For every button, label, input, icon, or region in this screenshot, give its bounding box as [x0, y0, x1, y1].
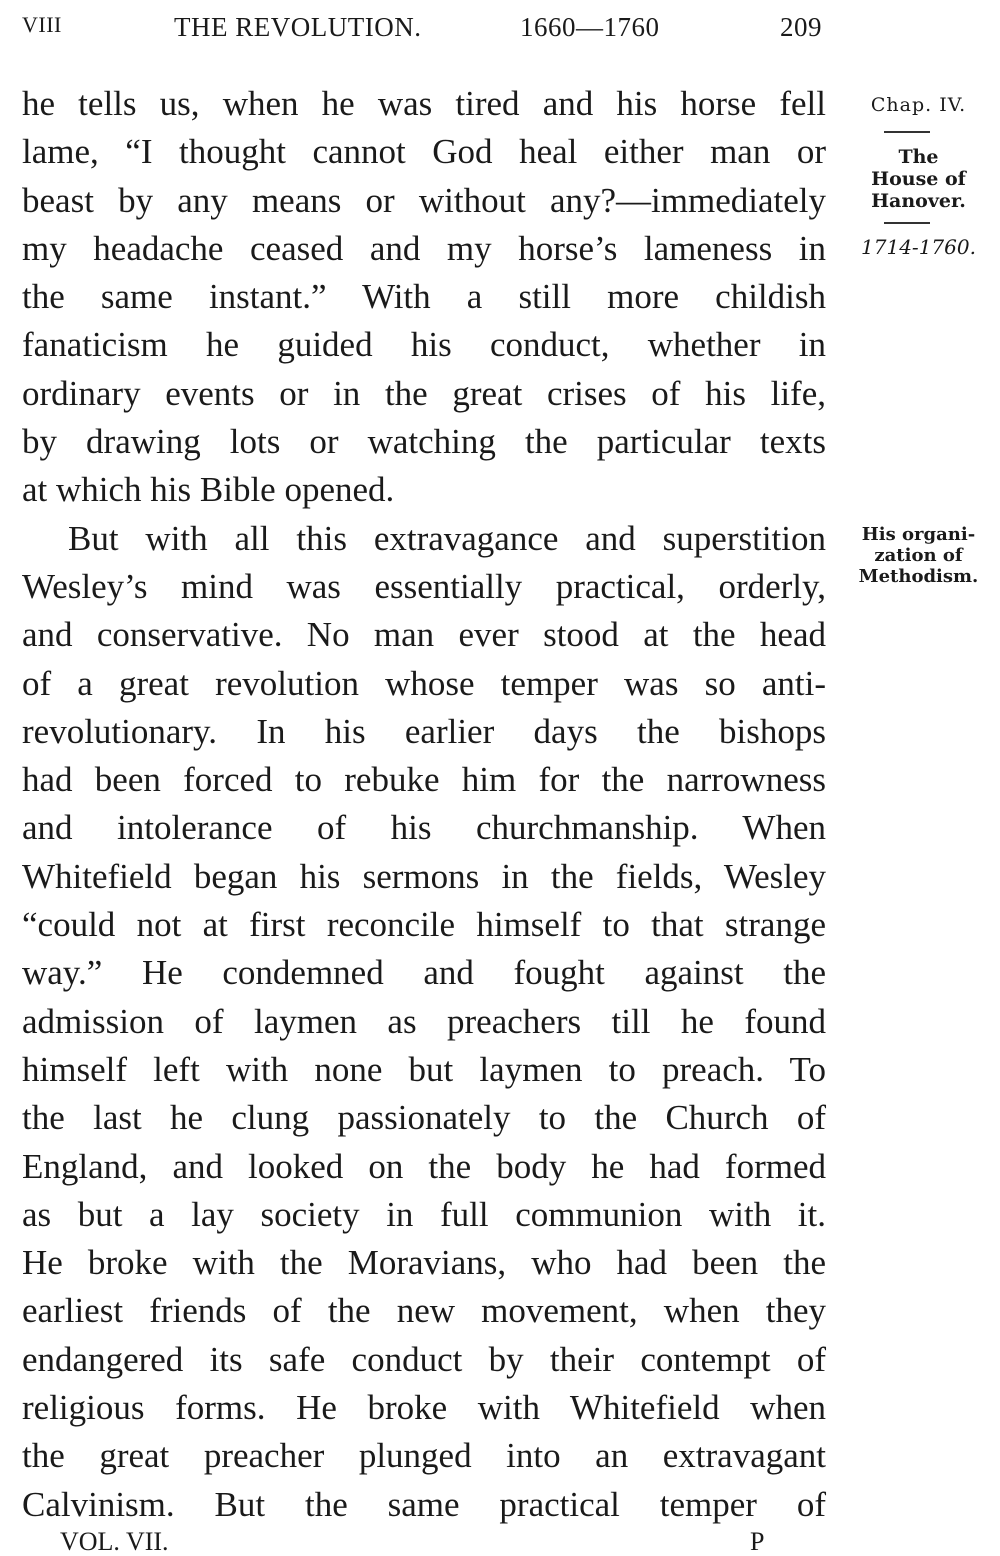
- text-line: earliest friends of the new movement, when they: [22, 1291, 826, 1331]
- header-years: 1660—1760: [520, 12, 660, 42]
- margin-chapter: Chap. IV.: [870, 94, 967, 116]
- margin-section-years: 1714-1760.: [861, 235, 976, 259]
- margin-section-line: The: [898, 146, 939, 168]
- text-line: of a great revolution whose temper was so anti-: [22, 663, 826, 703]
- footer-volume-signature: VOL. VII.: [60, 1527, 169, 1556]
- footer-sheet-signature: P: [750, 1527, 765, 1556]
- text-line: as but a lay society in full communion with it.: [22, 1194, 826, 1234]
- body-text: [22, 80, 826, 1529]
- text-line: “could not at first reconcile himself to that strange: [22, 905, 826, 945]
- margin-topic-line: Methodism.: [858, 566, 979, 587]
- text-line: he tells us, when he was tired and his horse fell: [22, 84, 826, 123]
- text-line: lame, “I thought cannot God heal either man or: [22, 132, 826, 172]
- text-line: fanaticism he guided his conduct, whether in: [22, 325, 826, 365]
- text-line: ordinary events or in the great crises of his life,: [22, 373, 826, 413]
- margin-topic-line: His organi-: [861, 524, 976, 545]
- text-line: had been forced to rebuke him for the narrowness: [22, 760, 826, 800]
- text-line: himself left with none but laymen to preach. To: [22, 1049, 826, 1089]
- text-line: revolutionary. In his earlier days the bishops: [22, 711, 826, 751]
- text-line: the same instant.” With a still more childish: [22, 277, 826, 317]
- page-footer: [60, 1527, 820, 1556]
- running-header: [22, 12, 830, 52]
- margin-divider: [884, 222, 930, 224]
- text-line: by drawing lots or watching the particular texts: [22, 422, 826, 462]
- text-line: way.” He condemned and fought against the: [22, 953, 826, 993]
- text-line: at which his Bible opened.: [22, 470, 395, 510]
- text-line: But with all this extravagance and superstition: [68, 518, 826, 558]
- margin-topic-note: [846, 524, 991, 587]
- text-line: my headache ceased and my horse’s lameness in: [22, 228, 826, 268]
- text-line: He broke with the Moravians, who had been the: [22, 1243, 826, 1283]
- header-volume: VIII: [22, 12, 62, 37]
- page-number: 209: [780, 12, 822, 42]
- text-line: beast by any means or without any?—immediately: [22, 180, 826, 220]
- text-line: Calvinism. But the same practical temper of: [22, 1484, 826, 1524]
- text-line: admission of laymen as preachers till he found: [22, 1001, 826, 1041]
- margin-divider: [884, 131, 930, 133]
- text-line: Whitefield began his sermons in the fields, Wesley: [22, 856, 826, 896]
- text-line: endangered its safe conduct by their contempt of: [22, 1339, 826, 1379]
- text-line: and intolerance of his churchmanship. When: [22, 808, 826, 848]
- text-line: and conservative. No man ever stood at the head: [22, 615, 826, 655]
- margin-section-line: House of: [871, 168, 966, 190]
- text-line: Wesley’s mind was essentially practical, orderly,: [22, 566, 826, 606]
- text-line: religious forms. He broke with Whitefield when: [22, 1388, 826, 1428]
- text-line: the last he clung passionately to the Church of: [22, 1098, 826, 1138]
- text-line: England, and looked on the body he had formed: [22, 1146, 826, 1186]
- header-title: THE REVOLUTION.: [174, 12, 422, 42]
- margin-topic-line: zation of: [874, 545, 963, 566]
- margin-section-title: [846, 146, 991, 212]
- text-line: the great preacher plunged into an extravagant: [22, 1436, 826, 1476]
- margin-section-line: Hanover.: [871, 190, 966, 212]
